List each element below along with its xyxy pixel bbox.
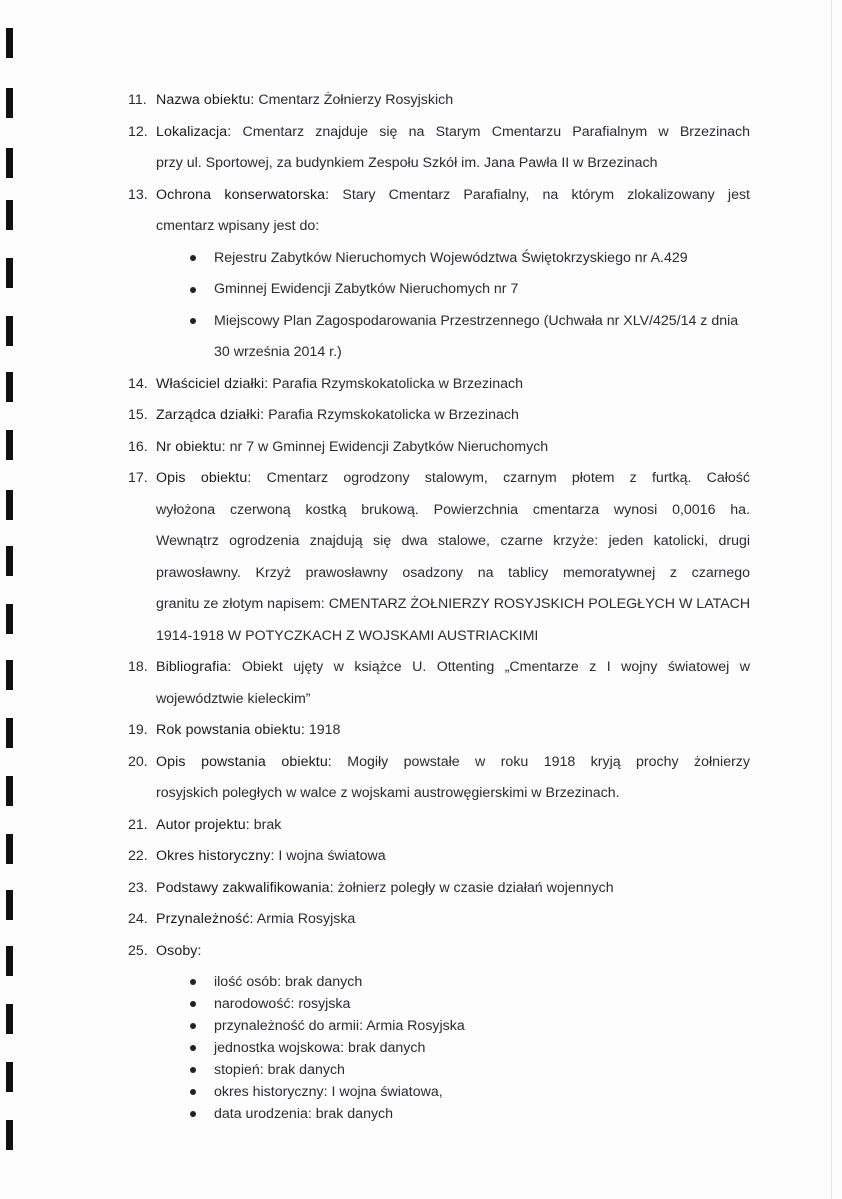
item-text-line bbox=[156, 904, 750, 936]
bullet-text: data urodzenia: brak danych bbox=[214, 1106, 394, 1122]
item-value: I wojna światowa bbox=[274, 848, 386, 864]
record-item bbox=[128, 400, 750, 432]
item-number: 20. bbox=[128, 753, 148, 770]
item-text-line bbox=[156, 810, 750, 842]
bullet-dot-icon bbox=[190, 1089, 196, 1095]
item-text-line bbox=[156, 400, 750, 432]
bullet-item bbox=[186, 971, 750, 993]
bullet-dot-icon bbox=[190, 1023, 196, 1029]
binder-hole-mark bbox=[6, 890, 13, 920]
item-text-line bbox=[156, 85, 750, 117]
item-label: Opis obiektu: bbox=[156, 470, 252, 486]
bullet-item bbox=[186, 1015, 750, 1037]
item-text-line bbox=[156, 684, 750, 716]
bullet-dot-icon bbox=[190, 979, 196, 985]
record-item bbox=[128, 904, 750, 936]
item-number: 15. bbox=[128, 407, 148, 423]
bullet-item bbox=[186, 306, 750, 369]
binder-hole-mark bbox=[6, 660, 13, 690]
item-text-line bbox=[156, 463, 750, 495]
record-item bbox=[128, 747, 750, 810]
item-value: województwie kieleckim” bbox=[156, 690, 311, 707]
item-text-line bbox=[156, 211, 750, 243]
item-text-line bbox=[156, 936, 750, 968]
item-number: 19. bbox=[128, 722, 148, 738]
binder-hole-mark bbox=[6, 490, 13, 520]
item-label: Autor projektu: bbox=[156, 816, 250, 833]
record-item bbox=[128, 936, 750, 1126]
item-value: Stary Cmentarz Parafialny, na którym zlokalizowany jest bbox=[329, 186, 750, 203]
item-text-line bbox=[156, 148, 750, 180]
item-value: granitu ze złotym napisem: CMENTARZ ŻOŁNIERZY ROSYJSKICH POLEGŁYCH W LATACH bbox=[156, 596, 751, 612]
item-label: Lokalizacja: bbox=[156, 123, 232, 140]
item-number: 22. bbox=[128, 848, 148, 864]
bullet-item bbox=[186, 1103, 750, 1125]
item-text-line bbox=[156, 117, 750, 149]
item-text-line bbox=[156, 180, 750, 212]
item-label: Zarządca działki: bbox=[156, 407, 265, 423]
item-value: brak bbox=[249, 816, 282, 833]
item-number: 23. bbox=[128, 879, 148, 896]
binder-hole-mark bbox=[6, 258, 13, 288]
item-text-line bbox=[156, 715, 750, 747]
item-text-line bbox=[156, 526, 750, 558]
item-value: Parafia Rzymskokatolicka w Brzezinach bbox=[264, 407, 519, 423]
item-label: Przynależność: bbox=[156, 911, 254, 927]
bullet-text: jednostka wojskowa: brak danych bbox=[214, 1040, 426, 1056]
record-item bbox=[128, 715, 750, 747]
item-text-line bbox=[156, 621, 750, 653]
binder-hole-mark bbox=[6, 834, 13, 864]
item-value: żołnierz poległy w czasie działań wojennych bbox=[333, 879, 614, 896]
bullet-item bbox=[186, 1037, 750, 1059]
bullet-dot-icon bbox=[190, 1045, 196, 1051]
binder-hole-mark bbox=[6, 718, 13, 748]
item-label: Ochrona konserwatorska: bbox=[156, 186, 330, 203]
item-number: 17. bbox=[128, 470, 148, 486]
item-text-line bbox=[156, 778, 750, 810]
item-value: Armia Rosyjska bbox=[253, 911, 356, 927]
bullet-dot-icon bbox=[190, 255, 196, 261]
item-label: Okres historyczny: bbox=[156, 848, 275, 864]
record-item bbox=[128, 810, 750, 842]
bullet-item bbox=[186, 243, 750, 275]
bullet-list bbox=[156, 971, 750, 1125]
binder-hole-mark bbox=[6, 200, 13, 230]
bullet-text: narodowość: rosyjska bbox=[214, 996, 351, 1012]
item-number: 21. bbox=[128, 816, 148, 833]
item-text-line bbox=[156, 369, 750, 401]
record-item bbox=[128, 873, 750, 905]
record-item bbox=[128, 180, 750, 369]
item-text-line bbox=[156, 747, 750, 779]
binder-hole-mark bbox=[6, 604, 13, 634]
binder-hole-mark bbox=[6, 372, 13, 402]
item-label: Osoby: bbox=[156, 942, 202, 959]
bullet-text: stopień: brak danych bbox=[214, 1062, 345, 1078]
item-value: 1914-1918 W POTYCZKACH Z WOJSKAMI AUSTRIACKIMI bbox=[156, 627, 539, 644]
item-text-line bbox=[156, 841, 750, 873]
item-number: 24. bbox=[128, 911, 148, 927]
bullet-text: Miejscowy Plan Zagospodarowania Przestrzennego (Uchwała nr XLV/425/14 z dnia bbox=[214, 312, 739, 329]
item-value: przy ul. Sportowej, za budynkiem Zespołu Szkół im. Jana Pawła II w Brzezinach bbox=[156, 155, 658, 171]
binder-hole-mark bbox=[6, 776, 13, 806]
binder-hole-mark bbox=[6, 148, 13, 178]
binder-hole-mark bbox=[6, 88, 13, 118]
item-value: wyłożona czerwoną kostką brukową. Powierzchnia cmentarza wynosi 0,0016 ha. bbox=[156, 501, 750, 518]
item-label: Właściciel działki: bbox=[156, 375, 269, 392]
item-text-line bbox=[156, 652, 750, 684]
bullet-text: ilość osób: brak danych bbox=[214, 974, 363, 990]
item-number: 16. bbox=[128, 438, 148, 455]
bullet-text: Rejestru Zabytków Nieruchomych Województwa Świętokrzyskiego nr A.429 bbox=[214, 249, 688, 266]
item-value: Cmentarz znajduje się na Starym Cmentarzu Parafialnym w Brzezinach bbox=[231, 123, 750, 140]
item-label: Nr obiektu: bbox=[156, 438, 226, 455]
bullet-dot-icon bbox=[190, 1111, 196, 1117]
item-text-line bbox=[156, 495, 750, 527]
item-value: Cmentarz Żołnierzy Rosyjskich bbox=[254, 92, 454, 108]
bullet-list bbox=[156, 243, 750, 369]
bullet-dot-icon bbox=[190, 287, 196, 293]
bullet-text: 30 września 2014 r.) bbox=[214, 344, 342, 360]
bullet-text: Gminnej Ewidencji Zabytków Nieruchomych nr 7 bbox=[214, 281, 519, 297]
item-label: Bibliografia: bbox=[156, 659, 232, 675]
item-value: Mogiły powstałe w roku 1918 kryją prochy żołnierzy bbox=[331, 753, 750, 770]
item-text-line bbox=[156, 558, 750, 590]
record-item bbox=[128, 117, 750, 180]
item-label: Podstawy zakwalifikowania: bbox=[156, 879, 334, 896]
record-list bbox=[128, 85, 750, 1125]
item-value: Cmentarz ogrodzony stalowym, czarnym płotem z furtką. Całość bbox=[251, 470, 750, 486]
item-label: Rok powstania obiektu: bbox=[156, 722, 305, 738]
record-item bbox=[128, 369, 750, 401]
item-number: 25. bbox=[128, 942, 148, 959]
bullet-item bbox=[186, 274, 750, 306]
page-edge bbox=[831, 0, 832, 1199]
item-text-line bbox=[156, 432, 750, 464]
item-number: 14. bbox=[128, 375, 148, 392]
bullet-dot-icon bbox=[190, 1001, 196, 1007]
item-number: 18. bbox=[128, 659, 148, 675]
bullet-dot-icon bbox=[190, 318, 196, 324]
binder-hole-mark bbox=[6, 28, 13, 58]
binder-hole-mark bbox=[6, 430, 13, 460]
item-value: Parafia Rzymskokatolicka w Brzezinach bbox=[268, 375, 523, 392]
record-item bbox=[128, 432, 750, 464]
item-text-line bbox=[156, 873, 750, 905]
bullet-item bbox=[186, 1081, 750, 1103]
item-value: cmentarz wpisany jest do: bbox=[156, 218, 320, 234]
record-item bbox=[128, 463, 750, 652]
bullet-text: okres historyczny: I wojna światowa, bbox=[214, 1084, 443, 1100]
item-value: Obiekt ujęty w książce U. Ottenting „Cmentarze z I wojny światowej w bbox=[231, 659, 750, 675]
bullet-item bbox=[186, 1059, 750, 1081]
item-label: Opis powstania obiektu: bbox=[156, 753, 332, 770]
record-item bbox=[128, 652, 750, 715]
binder-hole-mark bbox=[6, 316, 13, 346]
item-value: nr 7 w Gminnej Ewidencji Zabytków Nieruchomych bbox=[225, 438, 549, 455]
binder-hole-mark bbox=[6, 546, 13, 576]
item-number: 13. bbox=[128, 186, 148, 203]
bullet-item bbox=[186, 993, 750, 1015]
binder-hole-mark bbox=[6, 946, 13, 976]
item-value: Wewnątrz ogrodzenia znajdują się dwa stalowe, czarne krzyże: jeden katolicki, drugi bbox=[156, 533, 750, 549]
item-number: 11. bbox=[128, 92, 147, 108]
record-item bbox=[128, 841, 750, 873]
item-value: rosyjskich poległych w walce z wojskami austrowęgierskimi w Brzezinach. bbox=[156, 785, 620, 801]
bullet-dot-icon bbox=[190, 1067, 196, 1073]
item-number: 12. bbox=[128, 123, 148, 140]
item-text-line bbox=[156, 589, 750, 621]
binder-hole-mark bbox=[6, 1120, 13, 1150]
item-value: prawosławny. Krzyż prawosławny osadzony na tablicy memoratywnej z czarnego bbox=[156, 564, 750, 581]
binder-hole-mark bbox=[6, 1062, 13, 1092]
item-label: Nazwa obiektu: bbox=[156, 92, 255, 108]
bullet-text: przynależność do armii: Armia Rosyjska bbox=[214, 1018, 465, 1034]
item-value: 1918 bbox=[304, 722, 341, 738]
binder-hole-mark bbox=[6, 1004, 13, 1034]
record-item bbox=[128, 85, 750, 117]
